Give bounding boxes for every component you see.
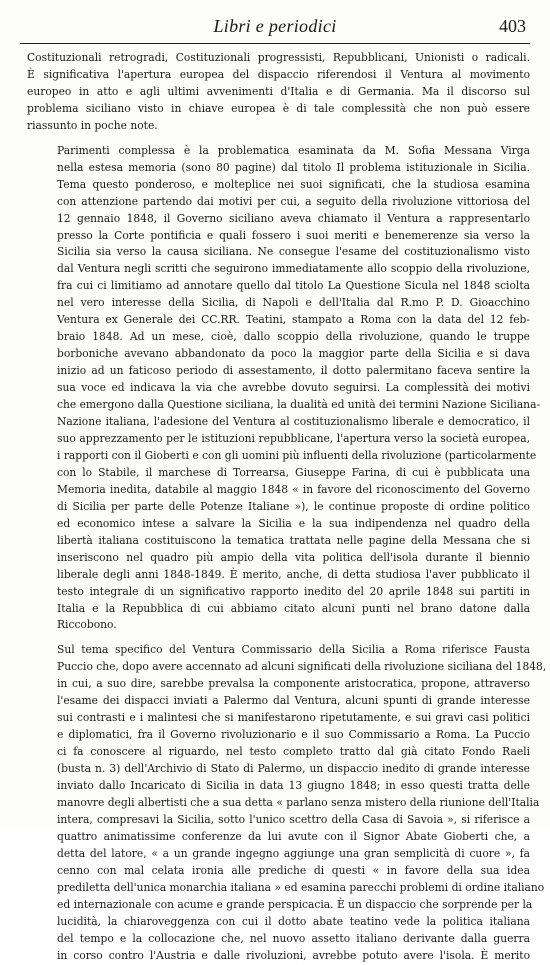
text-line: Memoria inedita, databile al maggio 1848 « in favore del riconoscimento del Governo bbox=[57, 482, 530, 496]
header-rule bbox=[20, 43, 530, 44]
text-line: Riccobono. bbox=[57, 618, 117, 632]
text-line: Costituzionali retrogradi, Costituzionali progressisti, Repubblicani, Unionisti o radicali. bbox=[27, 51, 530, 64]
text-line: inizio ad un faticoso periodo di assestamento, il dotto palermitano faceva sentire la bbox=[57, 364, 530, 378]
text-line: prediletta dell'unica monarchia italiana » ed esamina parecchi problemi di ordine italiano bbox=[57, 880, 545, 894]
text-line: cenno con mal celata ironia alle prediche di questi « in favore della sua idea bbox=[57, 863, 530, 877]
text-line: di Sicilia per parte delle Potenze Italiane »), le continue proposte di ordine politico bbox=[57, 499, 530, 513]
text-line: suo apprezzamento per le istituzioni repubblicane, l'apertura verso la società europea, bbox=[57, 431, 530, 445]
text-line: lucidità, la chiaroveggenza con cui il dotto abate teatino vede la politica italiana bbox=[57, 914, 530, 928]
text-line: e diplomatici, fra il Governo rivoluzionario e il suo Commissario a Roma. La Puccio bbox=[57, 728, 530, 742]
text-line: Sul tema specifico del Ventura Commissario della Sicilia a Roma riferisce Fausta bbox=[57, 643, 530, 657]
page-number: 403 bbox=[499, 16, 526, 36]
text-line: del tempo e la collocazione che, nel nuovo assetto italiano derivante dalla guerra bbox=[57, 931, 530, 945]
paragraph-3 bbox=[27, 642, 547, 964]
text-line: manovre degli albertisti che a sua detta « parlano senza mistero della riunione dell'Italia bbox=[57, 795, 540, 809]
text-line: con lo Stabile, il marchese di Torrearsa, Giuseppe Farina, di cui è pubblicata una bbox=[57, 465, 530, 479]
text-line: Sicilia sia verso la causa siciliana. Ne consegue l'esame del costituzionalismo visto bbox=[57, 245, 530, 259]
text-line: quattro animatissime conferenze da lui avute con il Signor Abate Gioberti che, a bbox=[57, 829, 530, 843]
text-line: libertà italiana costituiscono la tematica trattata nelle pagine della Messana che si bbox=[57, 533, 530, 547]
text-line: presso la Corte pontificia e quali fossero i suoi meriti e benemerenze sia verso la bbox=[57, 228, 530, 242]
text-line: i rapporti con il Gioberti e con gli uomini più influenti della rivoluzione (particolarmente bbox=[57, 448, 537, 462]
text-line: ci fa conoscere al riguardo, nel testo completo tratto dal già citato Fondo Raeli bbox=[57, 745, 530, 759]
text-line: È significativa l'apertura europea del dispaccio riferendosi il Ventura al movimento bbox=[27, 67, 530, 81]
text-line: (busta n. 3) dell'Archivio di Stato di Palermo, un dispaccio inedito di grande interesse bbox=[57, 762, 530, 776]
text-line: nel vero interesse della Sicilia, di Napoli e dell'Italia dal R.mo P. D. Gioacchino bbox=[57, 296, 530, 310]
text-line: braio 1848. Ad un mese, cioè, dallo scoppio della rivoluzione, quando le truppe bbox=[57, 330, 530, 344]
text-line: liberale degli anni 1848-1849. È merito, anche, di detta studiosa l'aver pubblicato il bbox=[57, 567, 530, 581]
text-line: inseriscono nel quadro più ampio della vita politica dell'isola durante il biennio bbox=[57, 550, 530, 564]
text-line: Tema questo ponderoso, e molteplice nei suoi significati, che la studiosa esamina bbox=[57, 177, 530, 191]
text-line: testo integrale di un significativo rapporto inedito del 20 aprile 1848 sui partiti in bbox=[57, 584, 530, 598]
paragraph-2 bbox=[27, 143, 541, 635]
text-line: Italia e la Repubblica di cui abbiamo citato alcuni punti nel brano datone dalla bbox=[57, 601, 530, 615]
text-line: ed economico intese a salvare la Sicilia e la sua indipendenza nel quadro della bbox=[57, 516, 530, 530]
paragraph-1 bbox=[27, 50, 530, 135]
text-line: Nazione italiana, l'adesione del Ventura al costituzionalismo liberale e democratico, il bbox=[57, 415, 530, 429]
text-line: Puccio che, dopo avere accennato ad alcuni significati della rivoluzione siciliana del 1848, bbox=[57, 660, 547, 674]
text-line: 12 gennaio 1848, il Governo siciliano aveva chiamato il Ventura a rappresentarlo bbox=[57, 211, 530, 225]
text-line: borboniche avevano abbandonato da poco la maggior parte della Sicilia e si dava bbox=[57, 347, 530, 361]
text-line: in cui, a suo dire, sarebbe prevalsa la componente aristocratica, propone, attraverso bbox=[57, 677, 530, 691]
text-line: in corso contro l'Austria e dalle rivoluzioni, avrebbe potuto avere l'isola. È merito bbox=[57, 948, 530, 962]
running-title: Libri e periodici bbox=[213, 16, 337, 36]
text-line: con attenzione partendo dai motivi per cui, a seguito della rivoluzione vittoriosa del bbox=[57, 194, 530, 208]
text-line: problema siciliano visto in chiave europea è di tale complessità che non può essere bbox=[27, 101, 530, 115]
running-header bbox=[20, 10, 530, 44]
text-line: sui contrasti e i malintesi che si manifestarono ripetutamente, e sui gravi casi politici bbox=[57, 711, 530, 725]
text-line: inviato dallo Incaricato di Sicilia in data 13 giugno 1848; in esso questi tratta delle bbox=[57, 779, 530, 793]
text-line: ed internazionale con acume e grande perspicacia. È un dispaccio che sorprende per la bbox=[57, 897, 533, 911]
text-line: europeo in atto e agli ultimi avvenimenti d'Italia e di Germania. Ma il discorso sul bbox=[27, 84, 530, 98]
text-line: sua voce ed indicava la via che avrebbe dovuto seguirsi. La complessità dei motivi bbox=[57, 381, 530, 395]
text-line: fra cui ci limitiamo ad annotare quello dal titolo La Questione Sicula nel 1848 sciolta bbox=[57, 279, 530, 293]
text-line: Parimenti complessa è la problematica esaminata da M. Sofia Messana Virga bbox=[57, 143, 530, 157]
text-line: Ventura ex Generale dei CC.RR. Teatini, stampato a Roma con la data del 12 feb- bbox=[57, 313, 530, 327]
text-line: dal Ventura negli scritti che seguirono immediatamente allo scoppio della rivoluzione, bbox=[57, 262, 530, 276]
page-body bbox=[27, 50, 547, 965]
text-line: nella estesa memoria (sono 80 pagine) dal titolo Il problema istituzionale in Sicilia. bbox=[57, 160, 530, 174]
text-line: detta del latore, « a un grande ingegno aggiunge una gran semplicità di cuore », fa bbox=[57, 846, 530, 860]
text-line: l'esame dei dispacci inviati a Palermo dal Ventura, alcuni spunti di grande interesse bbox=[57, 694, 530, 708]
text-line: intera, compresavi la Sicilia, sotto l'unico scettro della Casa di Savoia », si riferisce a bbox=[57, 812, 530, 826]
text-line: che emergono dalla Questione siciliana, la dualità ed unità dei termini Nazione Siciliana- bbox=[57, 398, 541, 412]
text-line: riassunto in poche note. bbox=[27, 118, 158, 132]
